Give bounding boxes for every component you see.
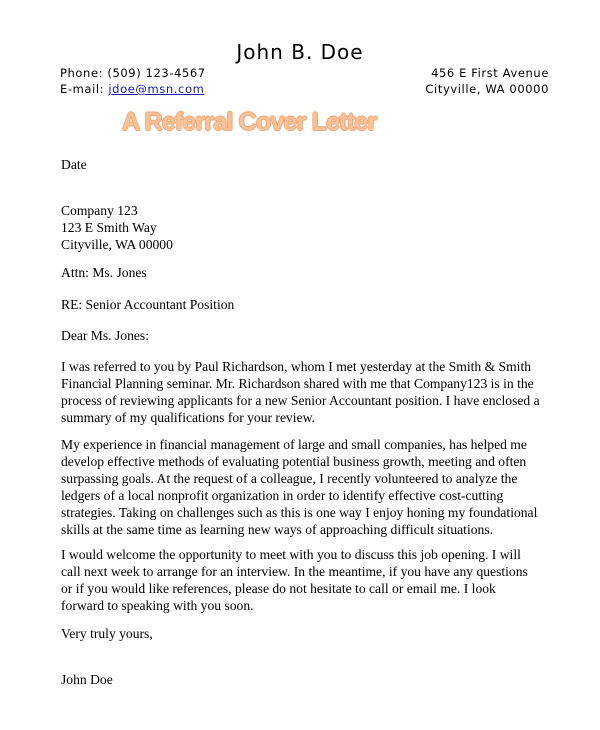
recipient-line: 123 E Smith Way: [61, 220, 157, 235]
email-line: [60, 81, 206, 97]
email-link[interactable]: jdoe@msn.com: [108, 82, 205, 96]
paragraph-2: My experience in financial management of large and small companies, has helped me develop effective methods of evaluating potential business growth, meeting and often surpassing goals. At the request of a colleague, I recently volunteered to analyze the ledgers of a local nonprofit organization in order to identify effective cost-cutting strategies. Taking on challenges such as this is one way I enjoy honing my foundational skills at the same time as learning new ways of approaching difficult situations.: [61, 437, 538, 537]
recipient-address: [61, 202, 541, 253]
re-line: RE: Senior Accountant Position: [61, 297, 235, 312]
address-line-2: Cityville, WA 00000: [425, 82, 549, 96]
address-line-1: 456 E First Avenue: [431, 66, 549, 80]
signature: John Doe: [61, 672, 113, 687]
date-line: Date: [61, 157, 87, 172]
sender-address: [425, 65, 549, 97]
closing: Very truly yours,: [61, 626, 153, 641]
salutation: Dear Ms. Jones:: [61, 328, 149, 343]
attn-line: Attn: Ms. Jones: [61, 265, 147, 280]
phone-line: Phone: (509) 123-4567: [60, 66, 206, 80]
recipient-line: Cityville, WA 00000: [61, 237, 173, 252]
paragraph-3: I would welcome the opportunity to meet with you to discuss this job opening. I will call next week to arrange for an interview. In the meantime, if you have any questions or if you would like references, please do not hesitate to call or email me. I look forward to speaking with you soon.: [61, 547, 528, 613]
letter-title: A Referral Cover Letter: [122, 108, 377, 136]
paragraph-1: I was referred to you by Paul Richardson, whom I met yesterday at the Smith & Smith Financial Planning seminar. Mr. Richardson shared with me that Company123 is in the process of reviewing applicants for a new Senior Accountant position. I have enclosed a summary of my qualifications for your review.: [61, 359, 540, 425]
sender-name: John B. Doe: [236, 40, 364, 64]
email-label: E-mail:: [60, 82, 109, 96]
sender-contact: [60, 65, 206, 97]
recipient-line: Company 123: [61, 203, 138, 218]
